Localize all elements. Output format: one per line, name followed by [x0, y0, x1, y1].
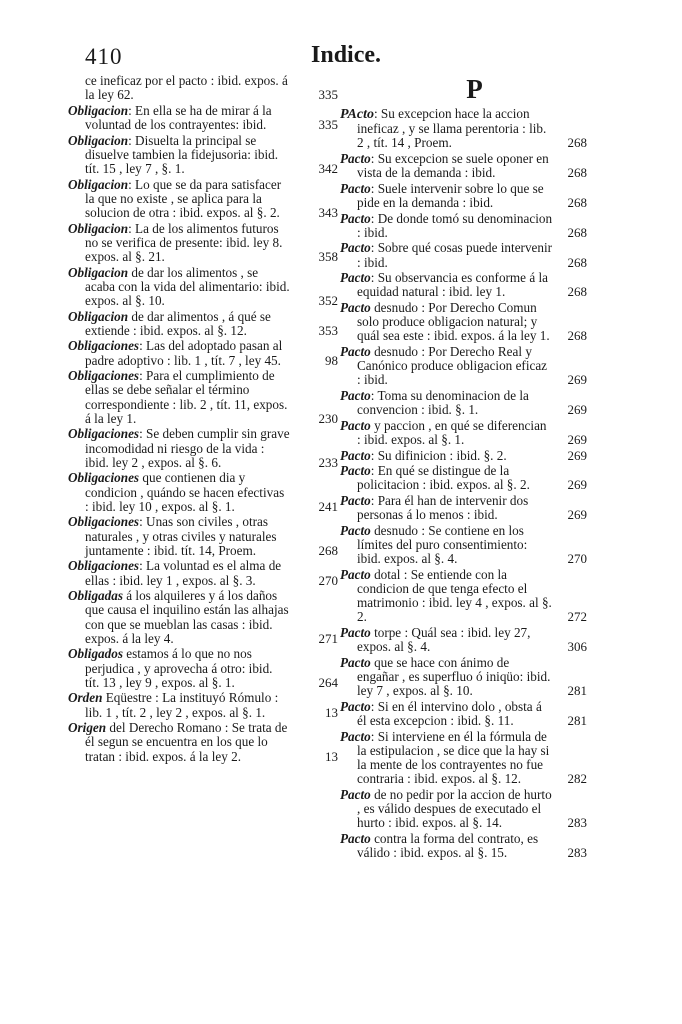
index-entry	[340, 152, 587, 180]
entry-page-ref: 13	[325, 748, 338, 764]
entry-headword: Origen	[68, 720, 107, 736]
entry-text: desnudo : Se contiene en los límites del puro consentimiento: ibid. expos. al §. 4.	[357, 522, 528, 567]
entry-headword: Orden	[68, 690, 103, 706]
entry-page-ref: 268	[567, 254, 587, 270]
index-entry	[340, 494, 587, 522]
entry-page-ref: 268	[567, 195, 587, 210]
entry-headword: Pacto	[340, 566, 371, 582]
entry-page-ref: 352	[318, 293, 338, 308]
entry-text: Eqüestre : La instituyó Rómulo : lib. 1 , tít. 2 , ley 2 , expos. al §. 1.	[85, 690, 279, 720]
entry-headword: Pacto	[340, 417, 371, 433]
entry-text: desnudo : Por Derecho Real y Canónico produce obligacion eficaz : ibid.	[357, 343, 548, 388]
entry-text: que se hace con ánimo de engañar , es superfluo ó iniqüo: ibid. ley 7 , expos. al §. 10.	[357, 654, 551, 699]
entry-text: : Suele intervenir sobre lo que se pide en la demanda : ibid.	[357, 180, 544, 210]
entry-headword: Obligaciones	[68, 426, 140, 442]
index-entry	[340, 730, 587, 787]
entry-text: del Derecho Romano : Se trata de él segun se encuentra en los que lo tratan : ibid. expos. á la ley 2.	[85, 720, 288, 764]
entry-headword: Obligacion	[68, 264, 129, 280]
entry-page-ref: 268	[567, 135, 587, 151]
index-entry	[68, 308, 338, 338]
entry-page-ref: 13	[325, 704, 338, 720]
entry-text: estamos á lo que no nos perjudica , y aprovecha á otro: ibid. tít. 13 , ley 9 , expos. al §. 1.	[85, 646, 273, 690]
entry-page-ref: 283	[567, 844, 587, 860]
entry-headword: Obligacion	[68, 102, 129, 118]
index-entry	[68, 132, 338, 177]
entry-text: : Su difinicion : ibid. §. 2.	[370, 447, 507, 463]
entry-page-ref: 271	[318, 630, 338, 646]
index-entry	[68, 720, 338, 764]
entry-page-ref: 358	[318, 249, 338, 264]
entry-page-ref: 241	[318, 498, 338, 514]
index-entry	[340, 524, 587, 567]
entry-page-ref: 233	[318, 454, 338, 470]
index-entry	[340, 301, 587, 344]
entry-page-ref: 343	[318, 205, 338, 220]
index-entry	[68, 338, 338, 368]
entry-page-ref: 230	[318, 410, 338, 426]
entry-text: que contienen dia y condicion , quándo se hacen efectivas : ibid. ley 10 , expos. al §. 1.	[85, 470, 285, 514]
index-entry	[68, 264, 338, 309]
entry-headword: Obligados	[68, 646, 123, 662]
index-entry	[340, 464, 587, 492]
entry-text: á los alquileres y á los daños que causa el inquilino están las alhajas con que se mueblan las casas : ibid. expos. á la ley 4.	[85, 588, 289, 646]
entry-page-ref: 342	[318, 161, 338, 176]
entry-text: torpe : Quál sea : ibid. ley 27, expos. al §. 4.	[357, 624, 531, 655]
entry-headword: Pacto	[340, 240, 371, 256]
entry-headword: Pacto	[340, 728, 371, 744]
entry-headword: Pacto	[340, 151, 371, 166]
index-entry	[340, 271, 587, 299]
entry-text: dotal : Se entiende con la condicion de que tenga efecto el matrimonio : ibid. ley 4 , expos. al §. 2.	[357, 566, 552, 625]
entry-headword: Obligaciones	[68, 368, 140, 384]
entry-page-ref: 272	[567, 609, 587, 625]
entry-text: de dar los alimentos , se acaba con la vida del alimentario: ibid. expos. al §. 10.	[85, 264, 290, 308]
index-entry	[68, 470, 338, 514]
entry-headword: Obligacion	[68, 308, 129, 324]
entry-page-ref: 268	[567, 328, 587, 344]
entry-headword: Obligaciones	[68, 558, 140, 574]
entry-text: : Su excepcion hace la accion ineficaz , y se llama perentoria : lib. 2 , tít. 14 , Proem.	[357, 106, 547, 151]
index-entry	[340, 345, 587, 388]
entry-page-ref: 282	[567, 771, 587, 787]
entry-headword: Pacto	[340, 210, 371, 226]
entry-headword: Pacto	[340, 463, 371, 479]
index-entry	[340, 389, 587, 417]
entry-text: : Su excepcion se suele oponer en vista de la demanda : ibid.	[357, 151, 549, 181]
entry-text: : Su observancia es conforme á la equidad natural : ibid. ley 1.	[357, 270, 548, 300]
entry-page-ref: 268	[567, 165, 587, 181]
entry-headword: Pacto	[340, 624, 371, 640]
index-entry	[340, 449, 587, 463]
entry-text: de no pedir por la accion de hurto , es válido despues de executado el hurto : ibid. expos. al §. 14.	[357, 786, 552, 831]
entry-page-ref: 335	[318, 87, 338, 103]
index-entry	[340, 626, 587, 654]
entry-page-ref: 270	[567, 551, 587, 567]
entry-text: : En qué se distingue de la policitacion : ibid. expos. al §. 2.	[357, 463, 530, 493]
index-entry	[68, 646, 338, 690]
entry-text: : Si interviene en él la fórmula de la estipulacion , se dice que la hay si la mente de los contrayentes no fue contraria : ibid. expos. al §. 12.	[357, 728, 550, 787]
entry-page-ref: 269	[567, 431, 587, 447]
entry-headword: Obligadas	[68, 588, 123, 604]
entry-page-ref: 335	[318, 117, 338, 132]
entry-page-ref: 353	[318, 322, 338, 338]
index-entry	[340, 568, 587, 625]
entry-text: : Sobre qué cosas puede intervenir : ibid.	[357, 240, 553, 270]
entry-headword: Pacto	[340, 447, 371, 463]
entry-page-ref: 269	[567, 477, 587, 493]
entry-page-ref: 98	[325, 352, 338, 368]
index-entry	[340, 832, 587, 860]
left-index-column	[68, 73, 338, 765]
index-entry	[68, 176, 338, 221]
index-entry	[68, 588, 338, 646]
entry-text: : Se deben cumplir sin grave incomodidad ni riesgo de la vida : ibid. ley 2 , expos. al §. 6.	[85, 426, 290, 470]
entry-text: : De donde tomó su denominacion : ibid.	[357, 210, 553, 240]
entry-page-ref: 269	[567, 372, 587, 388]
index-entry	[340, 419, 587, 447]
entry-page-ref: 281	[567, 683, 587, 699]
entry-page-ref: 283	[567, 815, 587, 831]
entry-page-ref: 270	[318, 572, 338, 588]
entry-text: : Unas son civiles , otras naturales , y otras civiles y naturales juntamente : ibid. tít. 14, Proem.	[85, 514, 277, 558]
entry-headword: Obligacion	[68, 220, 129, 236]
index-entry	[340, 212, 587, 240]
entry-page-ref: 281	[567, 712, 587, 728]
index-entry	[68, 558, 338, 588]
index-entry	[68, 426, 338, 470]
entry-headword: Pacto	[340, 299, 371, 315]
entry-page-ref: 268	[567, 284, 587, 300]
entry-headword: Pacto	[340, 343, 371, 359]
entry-page-ref: 264	[318, 674, 338, 690]
entry-headword: Obligacion	[68, 132, 129, 148]
page-number: 410	[85, 44, 123, 69]
index-entry	[68, 368, 338, 426]
entry-text: : En ella se ha de mirar á la voluntad de los contrayentes: ibid.	[85, 102, 272, 132]
entry-text: : Si en él intervino dolo , obsta á él esta excepcion : ibid. §. 11.	[357, 698, 542, 728]
section-letter: P	[466, 74, 483, 104]
entry-headword: Pacto	[340, 654, 371, 670]
index-entry	[340, 241, 587, 269]
page-title: Indice.	[311, 42, 382, 68]
index-entry	[68, 514, 338, 558]
entry-text: : Toma su denominacion de la convencion : ibid. §. 1.	[357, 387, 529, 418]
entry-text: ce ineficaz por el pacto : ibid. expos. á la ley 62.	[85, 73, 288, 103]
entry-page-ref: 268	[567, 224, 587, 240]
entry-headword: Pacto	[340, 492, 371, 508]
entry-headword: Pacto	[340, 270, 371, 286]
entry-headword: Pacto	[340, 830, 371, 846]
entry-headword: Obligaciones	[68, 514, 140, 530]
index-entry	[68, 73, 338, 103]
entry-headword: PActo	[340, 107, 374, 122]
entry-page-ref: 268	[318, 542, 338, 558]
entry-text: : Para el cumplimiento de ellas se debe señalar el término correspondiente : lib. 2 , tít. 11, expos. á la ley 1.	[85, 368, 288, 426]
entry-headword: Obligaciones	[68, 338, 140, 354]
index-entry	[68, 102, 338, 132]
entry-headword: Pacto	[340, 786, 371, 802]
index-entry	[340, 656, 587, 699]
entry-page-ref: 269	[567, 507, 587, 523]
index-entry	[340, 182, 587, 210]
entry-text: : Las del adoptado pasan al padre adoptivo : lib. 1 , tít. 7 , ley 45.	[85, 338, 283, 368]
entry-headword: Pacto	[340, 522, 371, 538]
entry-text: : Disuelta la principal se disuelve tambien la fidejusoria: ibid. tít. 15 , ley 7 , §. 1.	[85, 132, 279, 176]
index-entry	[340, 700, 587, 728]
entry-text: desnudo : Por Derecho Comun solo produce obligacion natural; y quál sea este : ibid. expos. á la ley 1.	[357, 299, 550, 344]
entry-text: de dar alimentos , á qué se extiende : ibid. expos. al §. 12.	[85, 308, 271, 338]
entry-text: : Para él han de intervenir dos personas á lo menos : ibid.	[357, 492, 529, 523]
index-entry	[340, 107, 587, 151]
entry-headword: Pacto	[340, 180, 371, 196]
entry-text: contra la forma del contrato, es válido : ibid. expos. al §. 15.	[357, 830, 539, 860]
entry-text: : La voluntad es el alma de ellas : ibid. ley 1 , expos. al §. 3.	[85, 558, 282, 588]
index-entry	[340, 788, 587, 831]
index-entry	[68, 220, 338, 265]
entry-headword: Obligaciones	[68, 470, 140, 486]
entry-page-ref: 269	[567, 402, 587, 418]
entry-text: : Lo que se da para satisfacer la que no existe , se aplica para la solucion de otra : ibid. expos. al §. 2.	[85, 176, 282, 220]
entry-headword: Pacto	[340, 387, 371, 403]
entry-page-ref: 306	[567, 639, 587, 655]
right-index-column	[340, 74, 587, 862]
entry-text: : La de los alimentos futuros no se verifica de presente: ibid. ley 8. expos. al §. 21.	[85, 220, 283, 264]
index-entry	[68, 690, 338, 720]
entry-page-ref: 269	[567, 447, 587, 463]
entry-headword: Pacto	[340, 698, 371, 714]
entry-headword: Obligacion	[68, 176, 129, 192]
entry-text: y paccion , en qué se diferencian : ibid. expos. al §. 1.	[357, 417, 547, 447]
